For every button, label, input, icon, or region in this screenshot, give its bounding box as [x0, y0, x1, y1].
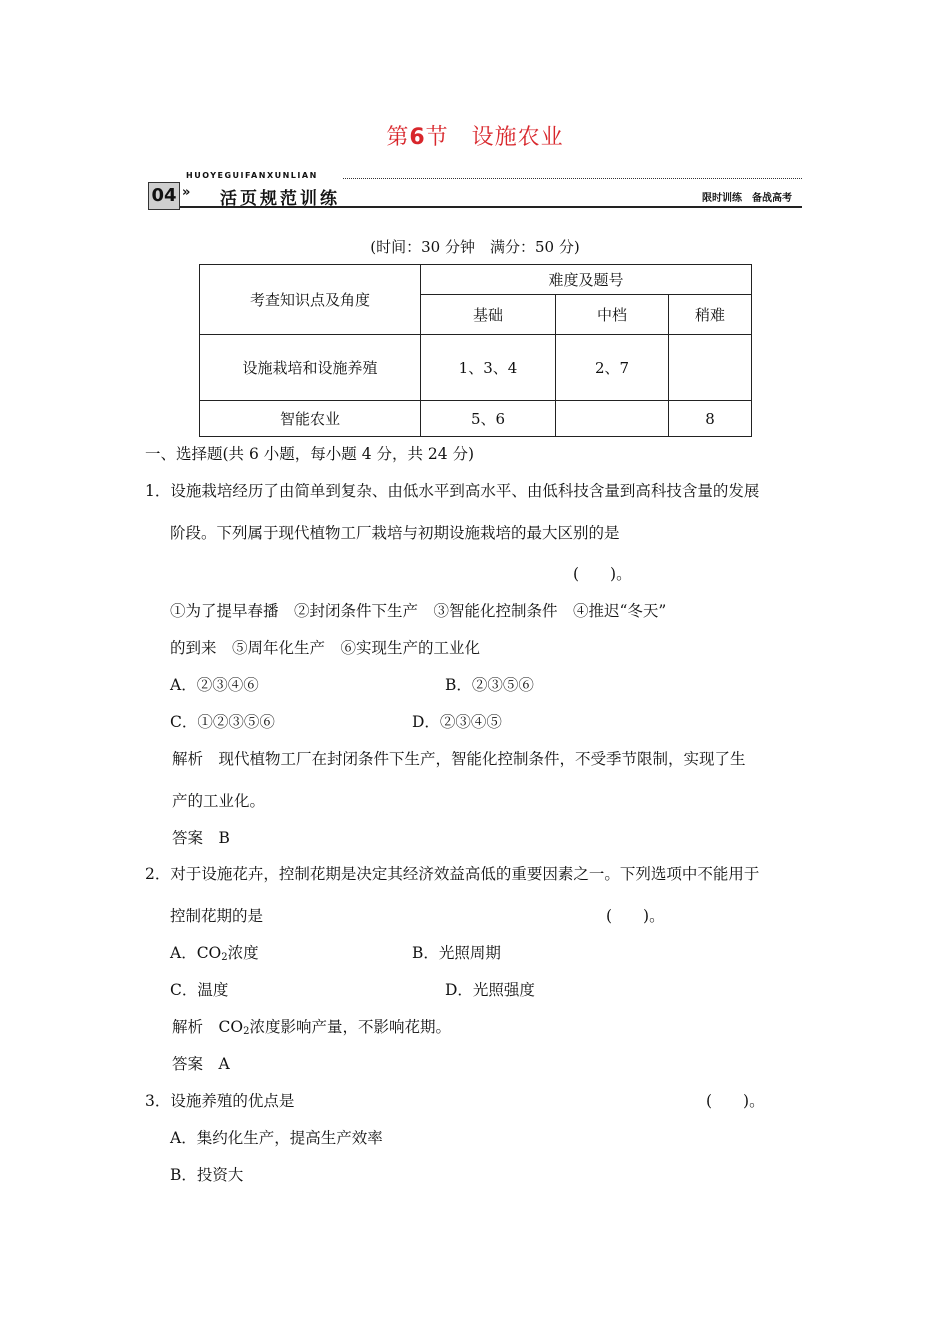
- q2-option-c: C．温度: [170, 981, 229, 999]
- q3-option-b: B．投资大: [170, 1166, 244, 1184]
- row-hard: [669, 335, 752, 401]
- title-number: 6: [409, 125, 426, 150]
- row-basic: 5、6: [421, 401, 556, 437]
- q2-analysis-sub: 2: [243, 1026, 250, 1037]
- q2-answer-blank: ( )。: [606, 907, 665, 925]
- banner-pinyin: HUOYEGUIFANXUNLIAN: [186, 171, 318, 180]
- q1-option-c: C．①②③⑤⑥: [170, 713, 275, 731]
- q1-analysis-line2: 产的工业化。: [172, 792, 266, 810]
- table-row: [200, 401, 752, 437]
- level-medium: 中档: [556, 295, 669, 335]
- q2-option-b: B．光照周期: [412, 944, 501, 962]
- difficulty-table: [199, 264, 752, 437]
- group-header-difficulty: 难度及题号: [421, 265, 752, 295]
- col-header-topic: 考查知识点及角度: [200, 265, 421, 335]
- q1-items-line1: ①为了提早春播 ②封闭条件下生产 ③智能化控制条件 ④推迟“冬天”: [170, 602, 667, 620]
- q1-option-b: B．②③⑤⑥: [445, 676, 534, 694]
- banner-arrow-icon: »: [182, 185, 191, 200]
- q1-stem-line1: 1．设施栽培经历了由简单到复杂、由低水平到高水平、由低科技含量到高科技含量的发展: [145, 482, 760, 500]
- banner-dotted-rule: [343, 178, 802, 179]
- row-medium: 2、7: [556, 335, 669, 401]
- q2-option-a-sub: 2: [221, 952, 228, 963]
- q2-option-d: D．光照强度: [445, 981, 535, 999]
- q2-analysis: [172, 1015, 451, 1037]
- row-basic: 1、3、4: [421, 335, 556, 401]
- banner-bar: [148, 182, 802, 208]
- q2-analysis-post: 浓度影响产量，不影响花期。: [249, 1018, 451, 1036]
- q1-option-d: D．②③④⑤: [412, 713, 502, 731]
- level-hard: 稍难: [669, 295, 752, 335]
- q1-items-line2: 的到来 ⑤周年化生产 ⑥实现生产的工业化: [170, 639, 481, 657]
- title-prefix: 第: [386, 125, 410, 150]
- q2-analysis-pre: 解析 CO: [172, 1018, 244, 1036]
- banner-slogan: 限时训练 备战高考: [702, 193, 792, 204]
- banner-code: 04: [148, 182, 180, 210]
- row-medium: [556, 401, 669, 437]
- page-title: [0, 120, 950, 151]
- q2-option-a: [170, 941, 259, 963]
- q3-option-a: A．集约化生产，提高生产效率: [170, 1129, 383, 1147]
- row-hard: 8: [669, 401, 752, 437]
- q1-analysis-line1: 解析 现代植物工厂在封闭条件下生产，智能化控制条件，不受季节限制，实现了生: [172, 750, 746, 768]
- q1-stem-line2: 阶段。下列属于现代植物工厂栽培与初期设施栽培的最大区别的是: [170, 524, 620, 542]
- q1-answer: 答案 B: [172, 829, 230, 847]
- q2-option-a-post: 浓度: [227, 944, 259, 962]
- table-row: [200, 335, 752, 401]
- section-banner: [148, 170, 802, 212]
- q2-stem-line2: 控制花期的是: [170, 907, 264, 925]
- section-heading: 一、选择题(共 6 小题，每小题 4 分，共 24 分): [145, 445, 475, 463]
- q2-answer: 答案 A: [172, 1055, 230, 1073]
- q1-option-a: A．②③④⑥: [170, 676, 259, 694]
- q2-option-a-pre: A．CO: [170, 944, 222, 962]
- q2-stem-line1: 2．对于设施花卉，控制花期是决定其经济效益高低的重要因素之一。下列选项中不能用于: [145, 865, 760, 883]
- row-topic: 设施栽培和设施养殖: [200, 335, 421, 401]
- title-rest: 节 设施农业: [425, 125, 564, 150]
- level-basic: 基础: [421, 295, 556, 335]
- q1-answer-blank: ( )。: [573, 565, 632, 583]
- q3-answer-blank: ( )。: [706, 1092, 765, 1110]
- banner-heading: 活页规范训练: [220, 189, 340, 209]
- time-note: (时间：30 分钟 满分：50 分): [370, 238, 580, 256]
- q3-stem: 3．设施养殖的优点是: [145, 1092, 295, 1110]
- row-topic: 智能农业: [200, 401, 421, 437]
